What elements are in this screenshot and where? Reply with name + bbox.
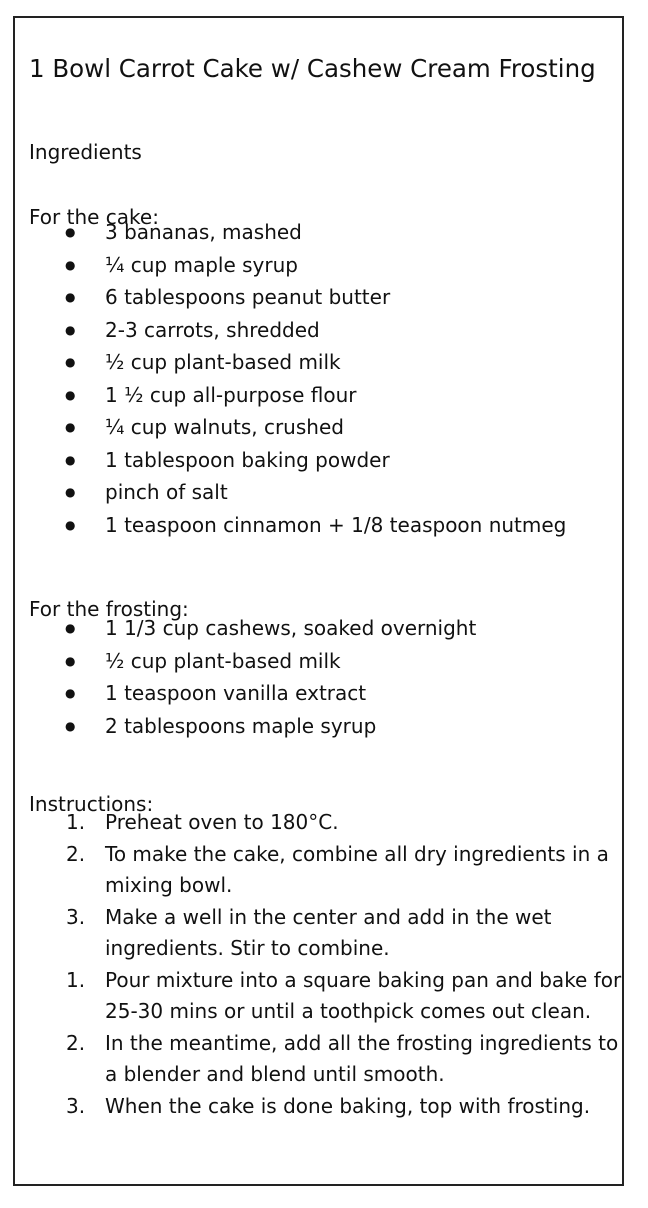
list-item: ● ¼ cup walnuts, crushed xyxy=(15,411,622,444)
list-item: ● 2-3 carrots, shredded xyxy=(15,314,622,347)
step-number: 2. xyxy=(66,841,86,866)
list-item: ● ½ cup plant-based milk xyxy=(15,645,622,678)
list-item: ● pinch of salt xyxy=(15,476,622,509)
recipe-title: 1 Bowl Carrot Cake w/ Cashew Cream Frosting xyxy=(29,54,596,83)
step-number: 3. xyxy=(66,1093,86,1118)
list-item: ● ¼ cup maple syrup xyxy=(15,249,622,282)
step-number: 1. xyxy=(66,967,86,992)
instruction-step xyxy=(15,1028,622,1091)
list-item: ● 1 1/3 cup cashews, soaked overnight xyxy=(15,612,622,645)
instruction-step xyxy=(15,902,622,965)
ingredients-heading: Ingredients xyxy=(29,140,142,164)
step-text: To make the cake, combine all dry ingredients in a mixing bowl. xyxy=(105,841,609,897)
list-item: ● 1 teaspoon cinnamon + 1/8 teaspoon nutmeg xyxy=(15,509,622,542)
list-item: ● ½ cup plant-based milk xyxy=(15,346,622,379)
instructions-heading: Instructions: xyxy=(29,792,154,816)
step-text: When the cake is done baking, top with frosting. xyxy=(105,1093,591,1118)
step-text: Pour mixture into a square baking pan and bake for 25-30 mins or until a toothpick comes out clean. xyxy=(105,967,622,1023)
instruction-step xyxy=(15,1091,622,1123)
step-text: Make a well in the center and add in the wet ingredients. Stir to combine. xyxy=(105,904,552,960)
list-item: ● 3 bananas, mashed xyxy=(15,216,622,249)
step-number: 2. xyxy=(66,1030,86,1055)
step-text: Preheat oven to 180°C. xyxy=(105,810,339,834)
cake-ingredient-list xyxy=(15,216,622,541)
instruction-steps xyxy=(15,807,622,1122)
instruction-step xyxy=(15,965,622,1028)
recipe-card xyxy=(13,16,624,1186)
cake-heading: For the cake: xyxy=(29,205,159,229)
list-item: ● 1 teaspoon vanilla extract xyxy=(15,677,622,710)
instruction-step xyxy=(15,839,622,902)
step-text: In the meantime, add all the frosting ingredients to a blender and blend until smooth. xyxy=(105,1030,619,1086)
list-item: ● 2 tablespoons maple syrup xyxy=(15,710,622,743)
instruction-step xyxy=(15,807,622,839)
step-number: 3. xyxy=(66,904,86,929)
frosting-heading: For the frosting: xyxy=(29,597,189,621)
list-item: ● 1 ½ cup all-purpose flour xyxy=(15,379,622,412)
list-item: ● 1 tablespoon baking powder xyxy=(15,444,622,477)
step-number: 1. xyxy=(66,810,86,834)
frosting-ingredient-list xyxy=(15,612,622,742)
list-item: ● 6 tablespoons peanut butter xyxy=(15,281,622,314)
